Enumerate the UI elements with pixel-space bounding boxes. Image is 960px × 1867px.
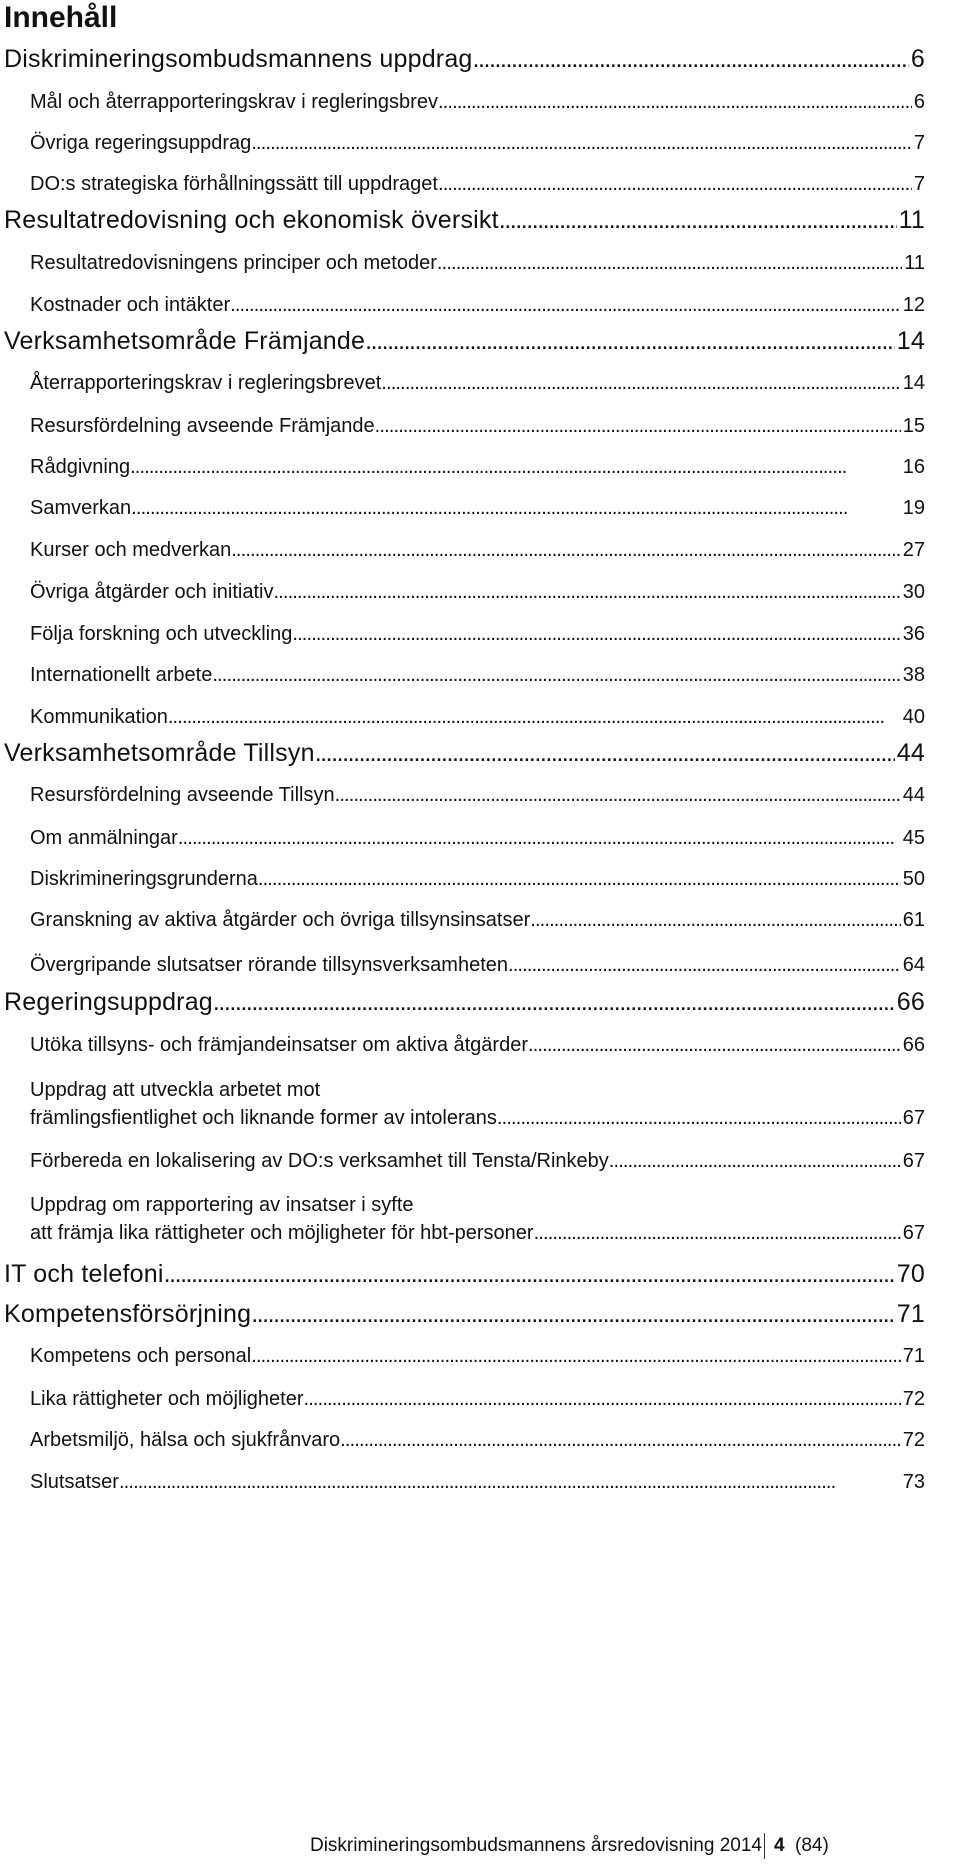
toc-entry-title	[4, 1259, 164, 1289]
toc-dot-leader	[340, 1426, 901, 1454]
toc-entry[interactable]	[30, 578, 925, 606]
toc-entry-title	[30, 453, 130, 481]
toc-page-number: 36	[902, 623, 925, 645]
toc-entry-title	[30, 88, 438, 116]
toc-page-number: 64	[902, 954, 925, 976]
toc-entry-title	[30, 369, 381, 397]
toc-page-number: 50	[902, 868, 925, 890]
toc-entry-title-line: Mål och återrapporteringskrav i regleringsbrev	[30, 91, 438, 113]
footer-page-number: 4	[774, 1835, 785, 1856]
toc-entry-title-line: Lika rättigheter och möjligheter	[30, 1388, 304, 1410]
toc-entry[interactable]	[30, 88, 925, 116]
toc-entry-title	[30, 781, 335, 809]
toc-entry-title-line: Kompetensförsörjning	[4, 1300, 252, 1328]
toc-entry-title-line: Resursfördelning avseende Tillsyn	[30, 784, 335, 806]
toc-dot-leader	[528, 1031, 901, 1059]
toc-dot-leader	[499, 205, 897, 235]
toc-dot-leader	[530, 906, 901, 934]
toc-entry-title-line: Arbetsmiljö, hälsa och sjukfrånvaro	[30, 1429, 341, 1451]
toc-page-number: 67	[902, 1222, 925, 1244]
toc-dot-leader	[381, 369, 900, 397]
toc-page-number: 12	[902, 294, 925, 316]
toc-entry[interactable]	[30, 170, 925, 198]
toc-dot-leader	[251, 1342, 901, 1370]
toc-dot-leader	[315, 738, 895, 768]
toc-entry-title-line: Uppdrag om rapportering av insatser i syfte	[30, 1194, 414, 1216]
toc-entry-title-line: Granskning av aktiva åtgärder och övriga tillsynsinsatser	[30, 909, 531, 931]
toc-page-number: 30	[902, 581, 925, 603]
toc-entry-title-line: IT och telefoni	[4, 1260, 164, 1288]
toc-entry-title	[30, 1385, 303, 1413]
toc-entry-title	[30, 291, 230, 319]
toc-entry[interactable]	[30, 249, 925, 277]
toc-entry-title-line: Följa forskning och utveckling	[30, 623, 293, 645]
toc-entry-title-line: Verksamhetsområde Tillsyn	[4, 739, 315, 767]
toc-entry-title	[4, 44, 473, 74]
footer-page-total: (84)	[795, 1835, 829, 1856]
toc-dot-leader	[178, 824, 901, 852]
toc-entry-title-line: Kommunikation	[30, 706, 168, 728]
toc-dot-leader	[251, 129, 912, 157]
toc-entry-title-line: Diskrimineringsgrunderna	[30, 868, 258, 890]
toc-entry[interactable]	[30, 620, 925, 648]
toc-entry[interactable]	[4, 44, 925, 74]
toc-page-number: 27	[902, 539, 925, 561]
toc-dot-leader	[365, 326, 895, 356]
toc-page-number: 70	[896, 1260, 925, 1288]
toc-dot-leader	[534, 1219, 901, 1247]
toc-entry[interactable]	[30, 369, 925, 397]
toc-dot-leader	[273, 578, 900, 606]
toc-entry-title	[30, 824, 178, 852]
toc-page-number: 11	[898, 206, 925, 234]
toc-entry-title-line: Slutsatser	[30, 1471, 119, 1493]
page-title: Innehåll	[4, 1, 118, 34]
toc-entry-title	[30, 1191, 534, 1247]
toc-entry-title-line: främlingsfientlighet och liknande former av intolerans	[30, 1107, 497, 1129]
toc-entry[interactable]	[30, 781, 925, 809]
toc-dot-leader	[303, 1385, 900, 1413]
footer-separator	[764, 1833, 765, 1859]
toc-entry-title-line: DO:s strategiska förhållningssätt till uppdraget	[30, 173, 438, 195]
toc-entry-title	[30, 494, 131, 522]
toc-entry[interactable]	[30, 906, 925, 934]
toc-entry[interactable]	[30, 453, 925, 481]
toc-entry-title-line: Resursfördelning avseende Främjande	[30, 415, 375, 437]
toc-entry[interactable]	[30, 951, 925, 979]
toc-entry[interactable]	[30, 1147, 925, 1175]
toc-page-number: 6	[913, 91, 925, 113]
toc-entry-title	[30, 412, 375, 440]
toc-entry-title-line: Resultatredovisning och ekonomisk översikt	[4, 206, 499, 234]
toc-entry[interactable]	[4, 987, 925, 1017]
toc-entry-title-line: Regeringsuppdrag	[4, 988, 213, 1016]
toc-entry[interactable]	[4, 738, 925, 768]
toc-page-number: 44	[896, 739, 925, 767]
toc-dot-leader	[609, 1147, 901, 1175]
toc-page-number: 6	[910, 45, 925, 73]
toc-entry-title-line: Kurser och medverkan	[30, 539, 232, 561]
toc-page-number: 61	[902, 909, 925, 931]
toc-entry-title	[4, 1299, 251, 1329]
toc-entry-title-line: Övriga åtgärder och initiativ	[30, 581, 274, 603]
toc-dot-leader	[437, 249, 902, 277]
toc-entry[interactable]	[4, 205, 925, 235]
toc-entry-title-line: Diskrimineringsombudsmannens uppdrag	[4, 45, 473, 73]
toc-page-number: 45	[902, 827, 925, 849]
toc-entry[interactable]	[30, 1426, 925, 1454]
toc-entry[interactable]	[4, 1299, 925, 1329]
toc-entry-title	[30, 536, 231, 564]
toc-dot-leader	[335, 781, 901, 809]
toc-dot-leader	[438, 170, 912, 198]
toc-dot-leader	[251, 1299, 895, 1329]
toc-page-number: 67	[902, 1150, 925, 1172]
toc-dot-leader	[231, 536, 901, 564]
toc-dot-leader	[213, 987, 895, 1017]
toc-page-number: 73	[902, 1471, 925, 1493]
toc-dot-leader	[131, 494, 901, 522]
toc-entry-title-line: Förbereda en lokalisering av DO:s verksamhet till Tensta/Rinkeby	[30, 1150, 609, 1172]
toc-page-number: 16	[902, 456, 925, 478]
toc-entry-title-line: Återrapporteringskrav i regleringsbrevet	[30, 372, 382, 394]
toc-page-number: 44	[902, 784, 925, 806]
toc-entry-title	[30, 620, 292, 648]
toc-entry[interactable]	[30, 824, 925, 852]
toc-entry[interactable]	[30, 412, 925, 440]
toc-entry-title	[30, 578, 273, 606]
toc-entry[interactable]	[4, 1259, 925, 1289]
toc-dot-leader	[292, 620, 900, 648]
toc-dot-leader	[230, 291, 901, 319]
toc-entry-title	[4, 205, 499, 235]
toc-page-number: 7	[913, 173, 925, 195]
toc-dot-leader	[164, 1259, 895, 1289]
toc-entry-title-line: Utöka tillsyns- och främjandeinsatser om aktiva åtgärder	[30, 1034, 528, 1056]
toc-dot-leader	[130, 453, 901, 481]
toc-dot-leader	[497, 1104, 901, 1132]
toc-page-number: 15	[902, 415, 925, 437]
toc-entry[interactable]	[4, 326, 925, 356]
toc-entry-title	[30, 703, 168, 731]
toc-entry-title	[30, 1076, 497, 1132]
toc-dot-leader	[212, 661, 900, 689]
toc-entry-title	[30, 1426, 340, 1454]
toc-entry-title	[30, 1147, 609, 1175]
toc-page-number: 38	[902, 664, 925, 686]
toc-entry-title	[30, 951, 508, 979]
toc-dot-leader	[438, 88, 912, 116]
toc-dot-leader	[473, 44, 909, 74]
toc-entry[interactable]	[30, 1191, 925, 1247]
toc-entry-title-line: Verksamhetsområde Främjande	[4, 327, 366, 355]
toc-entry[interactable]	[30, 1076, 925, 1132]
toc-page-number: 19	[902, 497, 925, 519]
toc-entry-title	[30, 661, 212, 689]
toc-entry[interactable]	[30, 1031, 925, 1059]
page-footer	[0, 1831, 960, 1861]
toc-entry-title	[30, 249, 437, 277]
toc-entry-title-line: Om anmälningar	[30, 827, 178, 849]
toc-entry-title-line: Övriga regeringsuppdrag	[30, 132, 252, 154]
toc-entry-title-line: Kostnader och intäkter	[30, 294, 231, 316]
toc-entry[interactable]	[30, 1385, 925, 1413]
toc-entry-title	[30, 906, 530, 934]
toc-page-number: 72	[902, 1429, 925, 1451]
toc-entry[interactable]	[30, 865, 925, 893]
toc-entry[interactable]	[30, 129, 925, 157]
toc-dot-leader	[119, 1468, 901, 1496]
toc-page-number: 11	[904, 252, 925, 274]
toc-entry-title-line: Resultatredovisningens principer och metoder	[30, 252, 437, 274]
toc-entry[interactable]	[30, 494, 925, 522]
toc-entry-title-line: Internationellt arbete	[30, 664, 213, 686]
toc-entry-title	[30, 1031, 528, 1059]
toc-entry[interactable]	[30, 703, 925, 731]
toc-entry-title-line: att främja lika rättigheter och möjligheter för hbt-personer	[30, 1222, 534, 1244]
toc-entry-title-line: Samverkan	[30, 497, 132, 519]
toc-entry-title	[4, 987, 213, 1017]
toc-entry-title	[30, 129, 251, 157]
toc-entry-title	[30, 865, 258, 893]
toc-entry-title	[30, 1342, 251, 1370]
toc-dot-leader	[375, 412, 901, 440]
toc-entry-title	[30, 1468, 119, 1496]
toc-page-number: 7	[913, 132, 925, 154]
toc-entry[interactable]	[30, 661, 925, 689]
toc-entry[interactable]	[30, 1342, 925, 1370]
toc-entry[interactable]	[30, 1468, 925, 1496]
toc-dot-leader	[168, 703, 901, 731]
toc-page-number: 14	[902, 372, 925, 394]
toc-page-number: 14	[896, 327, 925, 355]
toc-entry-title	[4, 326, 365, 356]
toc-page-number: 71	[902, 1345, 925, 1367]
toc-page-number: 72	[902, 1388, 925, 1410]
footer-document-title: Diskrimineringsombudsmannens årsredovisning 2014	[309, 1835, 762, 1856]
toc-page-number: 66	[902, 1034, 925, 1056]
toc-page-number: 67	[902, 1107, 925, 1129]
toc-entry[interactable]	[30, 291, 925, 319]
toc-dot-leader	[508, 951, 901, 979]
toc-entry-title-line: Rådgivning	[30, 456, 131, 478]
toc-entry-title-line: Kompetens och personal	[30, 1345, 252, 1367]
toc-entry-title-line: Uppdrag att utveckla arbetet mot	[30, 1079, 321, 1101]
toc-page-number: 71	[896, 1300, 925, 1328]
toc-entry-title-line: Övergripande slutsatser rörande tillsynsverksamheten	[30, 954, 508, 976]
toc-page-number: 40	[902, 706, 925, 728]
toc-entry[interactable]	[30, 536, 925, 564]
toc-entry-title	[4, 738, 315, 768]
toc-page-number: 66	[896, 988, 925, 1016]
toc-dot-leader	[258, 865, 901, 893]
toc-entry-title	[30, 170, 438, 198]
